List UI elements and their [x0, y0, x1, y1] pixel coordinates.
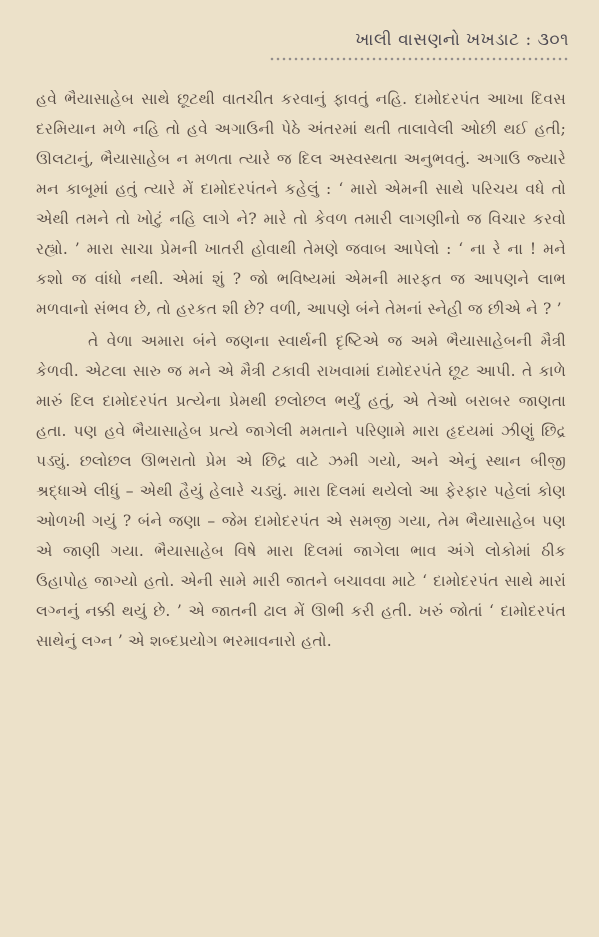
- paragraph-1: હવે ભૈયાસાહેબ સાથે છૂટથી વાતચીત કરવાનું ફાવતું નહિ. દામોદરપંત આખા દિવસ દરમિયાન મળે નહિ તો હવે અગાઉની પેઠે અંતરમાં થતી તાલાવેલી ઓછી થઈ હતી; ઊલટાનું, ભૈયાસાહેબ ન મળતા ત્યારે જ દિલ અસ્વસ્થતા અનુભવતું. અગાઉ જ્યારે મન કાબૂમાં હતું ત્યારે મેં દામોદરપંતને કહેલું : ‘ મારો એમની સાથે પરિચય વધે તો એથી તમને તો ખોટું નહિ લાગે ને? મારે તો કેવળ તમારી લાગણીનો જ વિચાર કરવો રહ્યો. ’ મારા સાચા પ્રેમની ખાતરી હોવાથી તેમણે જવાબ આપેલો : ‘ ના રે ના ! મને કશો જ વાંધો નથી. એમાં શું ? જો ભવિષ્યમાં એમની મારફત જ આપણને લાભ મળવાનો સંભવ છે, તો હરકત શી છે? વળી, આપણે બંને તેમનાં સ્નેહી જ છીએ ને ? ’: [36, 90, 566, 318]
- header-decorative-rule: [269, 56, 569, 62]
- running-header: ખાલી વાસણનો ખખડાટ : ૩૦૧: [355, 30, 569, 50]
- paragraph-2: તે વેળા અમારા બંને જણના સ્વાર્થની દૃષ્ટિએ જ અમે ભૈયાસાહેબની મૈત્રી કેળવી. એટલા સારુ જ મને એ મૈત્રી ટકાવી રાખવામાં દામોદરપંતે છૂટ આપી. તે કાળે મારું દિલ દામોદરપંત પ્રત્યેના પ્રેમથી છલોછલ ભર્યું હતું, એ તેઓ બરાબર જાણતા હતા. પણ હવે ભૈયાસાહેબ પ્રત્યે જાગેલી મમતાને પરિણામે મારા હૃદયમાં ઝીણું છિદ્ર પડ્યું. છલોછલ ઊભરાતો પ્રેમ એ છિદ્ર વાટે ઝમી ગયો, અને એનું સ્થાન બીજી શ્રદ્ધાએ લીધું – એથી હૈયું હેલારે ચડ્યું. મારા દિલમાં થયેલો આ ફેરફાર પહેલાં કોણ ઓળખી ગયું ? બંને જણા – જેમ દામોદરપંત એ સમજી ગયા, તેમ ભૈયાસાહેબ પણ એ જાણી ગયા. ભૈયાસાહેબ વિષે મારા દિલમાં જાગેલા ભાવ અંગે લોકોમાં ઠીક ઉહાપોહ જાગ્યો હતો. એની સામે મારી જાતને બચાવવા માટે ‘ દામોદરપંત સાથે મારાં લગ્નનું નક્કી થયું છે. ’ એ જાતની ઢાલ મેં ઊભી કરી હતી. ખરું જોતાં ‘ દામોદરપંત સાથેનું લગ્ન ’ એ શબ્દપ્રયોગ ભરમાવનારો હતો.: [36, 332, 566, 650]
- body-text: [36, 84, 566, 656]
